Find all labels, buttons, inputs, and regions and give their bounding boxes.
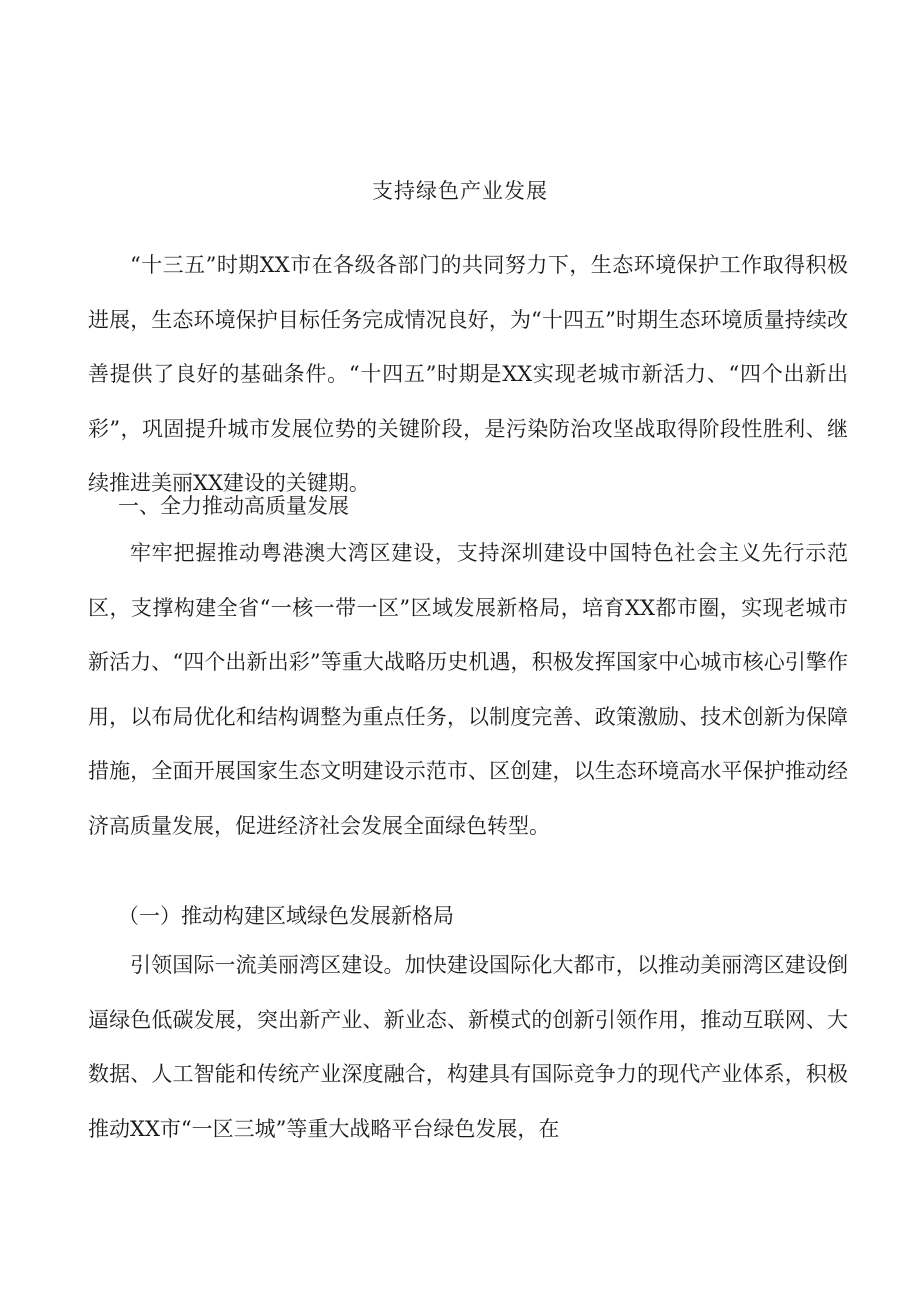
section-heading-1: 一、全力推动高质量发展 (118, 494, 349, 518)
subsection-heading-1: （一）推动构建区域绿色发展新格局 (118, 904, 454, 928)
paragraph-intro: “十三五”时期XX市在各级各部门的共同努力下，生态环境保护工作取得积极进展，生态环境保护目标任务完成情况良好，为“十四五”时期生态环境质量持续改善提供了良好的基础条件。“十四五”时期是XX实现老城市新活力、“四个出新出彩”，巩固提升城市发展位势的关键阶段，是污染防治攻坚战取得阶段性胜利、继续推进美丽XX建设的关键期。 (88, 253, 848, 495)
page-title: 支持绿色产业发展 (372, 179, 548, 203)
paragraph-section-1: 牢牢把握推动粤港澳大湾区建设，支持深圳建设中国特色社会主义先行示范区，支撑构建全省“一核一带一区”区域发展新格局，培育XX都市圈，实现老城市新活力、“四个出新出彩”等重大战略历史机遇，积极发挥国家中心城市核心引擎作用，以布局优化和结构调整为重点任务，以制度完善、政策激励、技术创新为保障措施，全面开展国家生态文明建设示范市、区创建，以生态环境高水平保护推动经济高质量发展，促进经济社会发展全面绿色转型。 (88, 541, 848, 838)
paragraph-subsection-1: 引领国际一流美丽湾区建设。加快建设国际化大都市，以推动美丽湾区建设倒逼绿色低碳发展，突出新产业、新业态、新模式的创新引领作用，推动互联网、大数据、人工智能和传统产业深度融合，构建具有国际竞争力的现代产业体系，积极推动XX市“一区三城”等重大战略平台绿色发展，在 (88, 953, 848, 1141)
